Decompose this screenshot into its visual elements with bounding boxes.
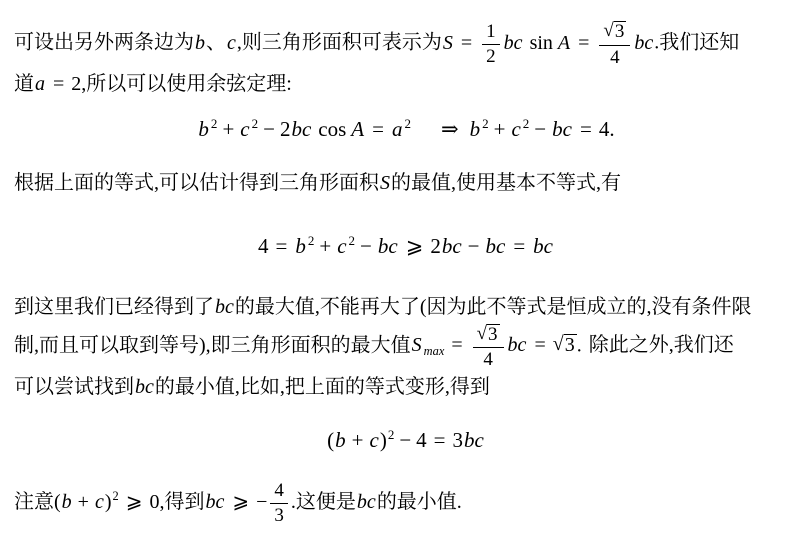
math-variable: bc [552, 117, 572, 142]
math-variable: c [94, 491, 104, 514]
math-operator: − [263, 117, 275, 142]
math-variable: b [469, 117, 481, 142]
radicand: 3 [564, 334, 575, 357]
math-variable: c [511, 117, 521, 142]
math-number: 0, [149, 491, 165, 514]
text-run: 的最小值,比如,把上面的等式变形,得到 [154, 375, 490, 398]
display-equation-3 [14, 427, 798, 454]
text-run: 到这里我们已经得到了 [14, 295, 214, 318]
fraction-denominator: 4 [483, 349, 493, 371]
paragraph-1-line-2 [14, 68, 798, 100]
math-operator: ⩾ [125, 491, 143, 514]
math-variable: b [61, 491, 72, 514]
fraction [599, 20, 630, 68]
math-number: 2 [430, 234, 441, 259]
math-operator: = [372, 117, 384, 142]
text-run: 的最值,使用基本不等式,有 [391, 172, 621, 195]
math-operator: = [53, 73, 65, 96]
paragraph-1 [14, 20, 798, 100]
radical-sign: √ [603, 20, 614, 41]
math-operator: + [319, 234, 332, 259]
text-run: 可设出另外两条边为 [14, 31, 194, 54]
math-variable: S [380, 172, 390, 195]
exponent: 2 [404, 115, 411, 131]
math-variable: bc [377, 234, 398, 259]
math-variable: A [557, 31, 571, 54]
text-run: 注意 [14, 491, 54, 514]
paragraph-3-line-1 [14, 291, 798, 323]
fraction-numerator: 1 [482, 21, 500, 46]
fraction-numerator [599, 20, 630, 46]
math-paren: ) [104, 491, 112, 514]
math-variable: bc [215, 295, 234, 318]
math-variable: bc [464, 427, 484, 452]
math-variable: c [337, 234, 347, 259]
math-operator: = [579, 117, 592, 142]
radical-sign: √ [476, 322, 488, 344]
math-number: 3 [452, 427, 464, 452]
radicand: 3 [614, 21, 625, 42]
math-minus-sign: − [256, 491, 268, 514]
paragraph-1-line-1 [14, 20, 798, 68]
math-variable: bc [485, 234, 506, 259]
math-number: 4. [598, 117, 615, 142]
math-variable: b [335, 427, 346, 452]
math-paren: ) [379, 427, 387, 452]
exponent: 2 [307, 233, 315, 249]
math-operator: ⩾ [405, 234, 424, 259]
fraction-denominator: 3 [274, 505, 284, 527]
fraction-denominator: 2 [486, 46, 496, 68]
math-variable: c [369, 427, 379, 452]
math-operator: ⩾ [232, 491, 250, 514]
math-variable: bc [291, 117, 312, 142]
text-run: ,所以可以使用余弦定理: [81, 73, 292, 96]
math-operator: − [399, 427, 412, 452]
fraction-numerator: 4 [270, 480, 288, 505]
math-variable: bc [634, 31, 654, 54]
exponent: 2 [348, 233, 356, 249]
exponent: 2 [112, 489, 119, 504]
text-run: 这便是 [295, 491, 356, 514]
math-operator: − [360, 234, 372, 259]
math-operator: = [534, 334, 546, 357]
math-paren: ( [327, 427, 335, 452]
math-number: . [576, 334, 582, 357]
math-variable: bc [356, 491, 376, 514]
math-number: . [290, 491, 296, 514]
display-equation-2 [14, 233, 798, 260]
paragraph-3 [14, 291, 798, 403]
square-root [603, 21, 626, 42]
square-root [553, 334, 577, 356]
math-variable: c [240, 117, 250, 142]
math-variable: b [198, 117, 209, 142]
math-variable: c [227, 31, 236, 54]
paragraph-2 [14, 167, 798, 199]
math-operator: + [351, 427, 364, 452]
paragraph-4 [14, 480, 798, 527]
exponent: 2 [482, 115, 489, 131]
radicand: 3 [488, 323, 498, 345]
math-variable: bc [507, 334, 527, 357]
math-operator: = [275, 234, 288, 259]
math-operator: = [433, 427, 446, 452]
math-operator: = [460, 31, 473, 54]
math-variable: bc [135, 375, 154, 398]
math-variable: S [442, 31, 453, 54]
math-operator: − [534, 117, 547, 142]
math-operator: = [578, 31, 590, 54]
text-run: 的最小值. [376, 491, 462, 514]
math-variable: A [351, 117, 365, 142]
fraction-denominator: 4 [610, 46, 620, 68]
fraction [270, 480, 288, 527]
math-operator: + [222, 117, 235, 142]
text-run: 道 [14, 73, 34, 96]
paragraph-3-line-3 [14, 371, 798, 403]
exponent: 2 [251, 115, 259, 131]
math-operator: = [451, 334, 463, 357]
math-variable: bc [441, 234, 462, 259]
implies-arrow: ⇒ [440, 117, 459, 142]
math-operator: + [77, 491, 89, 514]
math-variable: bc [205, 491, 225, 514]
radical-sign: √ [552, 333, 564, 356]
text-run: 制,而且可以取到等号),即三角形面积的最大值 [14, 334, 411, 357]
fraction-numerator [473, 323, 504, 349]
fraction [482, 21, 500, 68]
math-variable: bc [533, 234, 553, 259]
math-number: 4 [258, 234, 269, 259]
math-variable: bc [503, 31, 523, 54]
math-variable: S [411, 334, 422, 357]
text-run: 除此之外,我们还 [588, 334, 734, 357]
math-number: 2 [279, 117, 291, 142]
math-variable: a [35, 73, 45, 96]
math-operator: + [493, 117, 506, 142]
fraction [473, 323, 504, 371]
display-equation-1 [14, 116, 798, 143]
math-function: cos [318, 117, 347, 142]
text-run: 的最大值,不能再大了(因为此不等式是恒成立的,没有条件限 [234, 295, 752, 318]
math-paren: ( [54, 491, 61, 514]
text-run: 可以尝试找到 [14, 375, 134, 398]
text-run: .我们还知 [654, 31, 740, 54]
math-variable: a [391, 117, 403, 142]
text-run: 得到 [164, 491, 205, 514]
text-run: 根据上面的等式,可以估计得到三角形面积 [14, 172, 379, 195]
subscript: max [423, 343, 445, 358]
math-operator: − [467, 234, 480, 259]
math-operator: = [513, 234, 526, 259]
math-variable: b [295, 234, 306, 259]
math-function: sin [529, 31, 553, 54]
math-number: 4 [416, 427, 427, 452]
text-run: 、 [206, 31, 226, 54]
math-number: 2 [71, 73, 82, 96]
paragraph-3-line-2 [14, 323, 798, 371]
exponent: 2 [522, 115, 530, 131]
square-root [477, 324, 500, 345]
text-run: ,则三角形面积可表示为 [236, 31, 442, 54]
exponent: 2 [387, 426, 395, 442]
math-variable: b [195, 31, 205, 54]
exponent: 2 [210, 115, 218, 131]
